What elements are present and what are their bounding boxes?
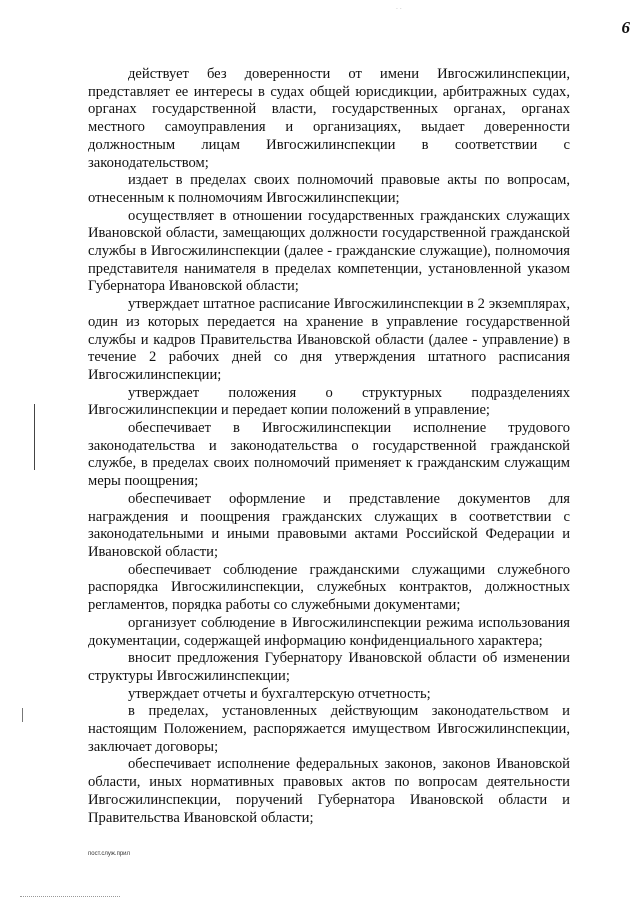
paragraph: в пределах, установленных действующим законодательством и настоящим Положением, распоряжается имуществом Ивгосжилинспекции, заключает договоры; bbox=[88, 703, 570, 755]
paragraph: вносит предложения Губернатору Ивановской области об изменении структуры Ивгосжилинспекции; bbox=[88, 650, 570, 684]
paragraph: организует соблюдение в Ивгосжилинспекции режима использования документации, содержащей информацию конфиденциального характера; bbox=[88, 614, 570, 649]
bottom-rule bbox=[20, 896, 120, 897]
margin-mark-small bbox=[22, 708, 23, 722]
paragraph: издает в пределах своих полномочий правовые акты по вопросам, отнесенным к полномочиям Ивгосжилинспекции; bbox=[88, 172, 570, 206]
paragraph: обеспечивает соблюдение гражданскими служащими служебного распорядка Ивгосжилинспекции, служебных контрактов, должностных регламентов, порядка работы со служебными документами; bbox=[88, 561, 570, 614]
paragraph: обеспечивает в Ивгосжилинспекции исполнение трудового законодательства и законодательства о государственной гражданской службе, в пределах своих полномочий применяет к гражданским служащим меры поощрения; bbox=[88, 420, 570, 490]
paragraph: утверждает штатное расписание Ивгосжилинспекции в 2 экземплярах, один из которых передается на хранение в управление государственной службы и кадров Правительства Ивановской области (далее - управление) в течение 2 рабочих дней со дня утверждения штатного расписания Ивгосжилинспекции; bbox=[88, 296, 570, 383]
body-text bbox=[88, 66, 570, 827]
page-number: 6 bbox=[621, 18, 630, 37]
margin-mark bbox=[34, 404, 35, 470]
footer-note: пост.служ.прил bbox=[88, 851, 131, 857]
paragraph: осуществляет в отношении государственных гражданских служащих Ивановской области, замещающих должности государственной гражданской службы в Ивгосжилинспекции (далее - гражданские служащие), полномочия представителя нанимателя в пределах компетенции, установленной указом Губернатора Ивановской области; bbox=[88, 207, 570, 295]
paragraph: обеспечивает исполнение федеральных законов, законов Ивановской области, иных нормативных правовых актов по вопросам деятельности Ивгосжилинспекции, поручений Губернатора Ивановской области и Правительства Ивановской области; bbox=[88, 756, 570, 826]
paragraph: утверждает отчеты и бухгалтерскую отчетность; bbox=[128, 685, 431, 702]
paragraph: действует без доверенности от имени Ивгосжилинспекции, представляет ее интересы в судах общей юрисдикции, арбитражных судах, органах государственной власти, государственных органах, органах местного самоуправления и организациях, выдает доверенности должностным лицам Ивгосжилинспекции в соответствии с законодательством; bbox=[88, 66, 570, 171]
scan-speck: · · bbox=[396, 6, 402, 13]
paragraph: утверждает положения о структурных подразделениях Ивгосжилинспекции и передает копии положений в управление; bbox=[88, 384, 570, 419]
paragraph: обеспечивает оформление и представление документов для награждения и поощрения гражданских служащих в соответствии с законодательными и иными правовыми актами Российской Федерации и Ивановской области; bbox=[88, 490, 570, 560]
